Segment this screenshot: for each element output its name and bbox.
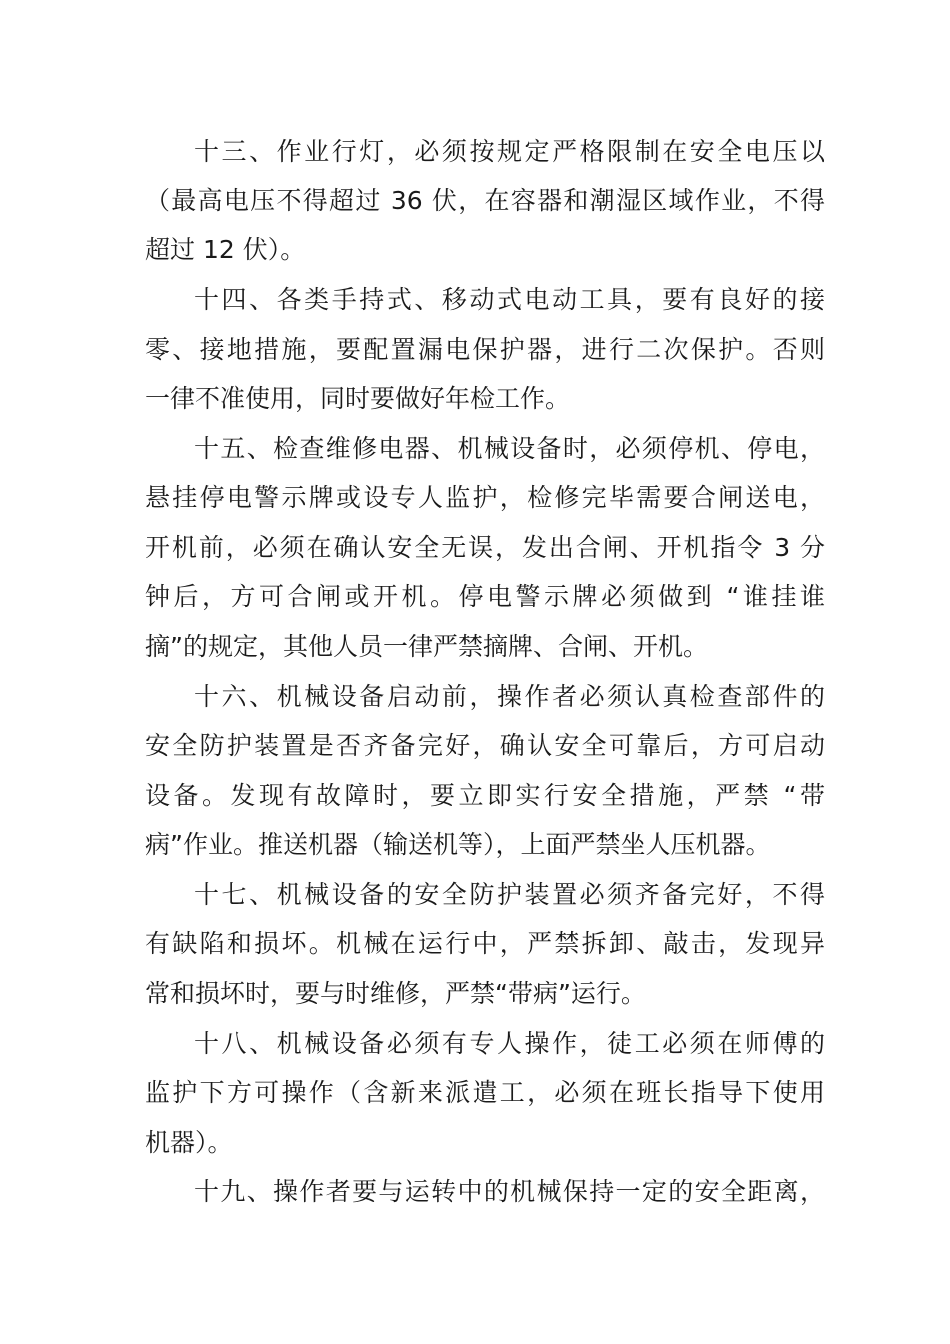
paragraph-16-line-1: 十六、机械设备启动前，操作者必须认真检查部件的 <box>194 682 825 711</box>
paragraph-13-line-2: （最高电压不得超过 36 伏，在容器和潮湿区域作业，不得 <box>145 186 825 215</box>
paragraph-13-line-3: 超过 12 伏）。 <box>145 235 306 264</box>
paragraph-16-line-2: 安全防护装置是否齐备完好，确认安全可靠后，方可启动 <box>145 731 825 760</box>
paragraph-15-line-2: 悬挂停电警示牌或设专人监护，检修完毕需要合闸送电， <box>145 483 825 512</box>
paragraph-18-line-2: 监护下方可操作（含新来派遣工，必须在班长指导下使用 <box>145 1078 825 1107</box>
paragraph-19-line-1: 十九、操作者要与运转中的机械保持一定的安全距离， <box>194 1177 825 1206</box>
paragraph-18-line-3: 机器）。 <box>145 1128 233 1157</box>
paragraph-18-line-1: 十八、机械设备必须有专人操作，徒工必须在师傅的 <box>194 1029 825 1058</box>
paragraph-15-line-5: 摘”的规定，其他人员一律严禁摘牌、合闸、开机。 <box>145 632 708 661</box>
paragraph-14-line-3: 一律不准使用，同时要做好年检工作。 <box>145 384 571 413</box>
paragraph-17-line-1: 十七、机械设备的安全防护装置必须齐备完好，不得 <box>194 880 825 909</box>
paragraph-15-line-4: 钟后，方可合闸或开机。停电警示牌必须做到 “谁挂谁 <box>145 582 825 611</box>
paragraph-14-line-2: 零、接地措施，要配置漏电保护器，进行二次保护。否则 <box>145 335 825 364</box>
paragraph-17-line-3: 常和损坏时，要与时维修，严禁“带病”运行。 <box>145 979 646 1008</box>
paragraph-14-line-1: 十四、各类手持式、移动式电动工具，要有良好的接 <box>194 285 825 314</box>
paragraph-15-line-3: 开机前，必须在确认安全无误，发出合闸、开机指令 3 分 <box>145 533 825 562</box>
paragraph-13-line-1: 十三、作业行灯，必须按规定严格限制在安全电压以 <box>194 137 825 166</box>
paragraph-17-line-2: 有缺陷和损坏。机械在运行中，严禁拆卸、敲击，发现异 <box>145 929 825 958</box>
paragraph-16-line-4: 病”作业。推送机器（输送机等），上面严禁坐人压机器。 <box>145 830 771 859</box>
paragraph-16-line-3: 设备。发现有故障时，要立即实行安全措施，严禁 “带 <box>145 781 825 810</box>
paragraph-15-line-1: 十五、检查维修电器、机械设备时，必须停机、停电， <box>194 434 825 463</box>
